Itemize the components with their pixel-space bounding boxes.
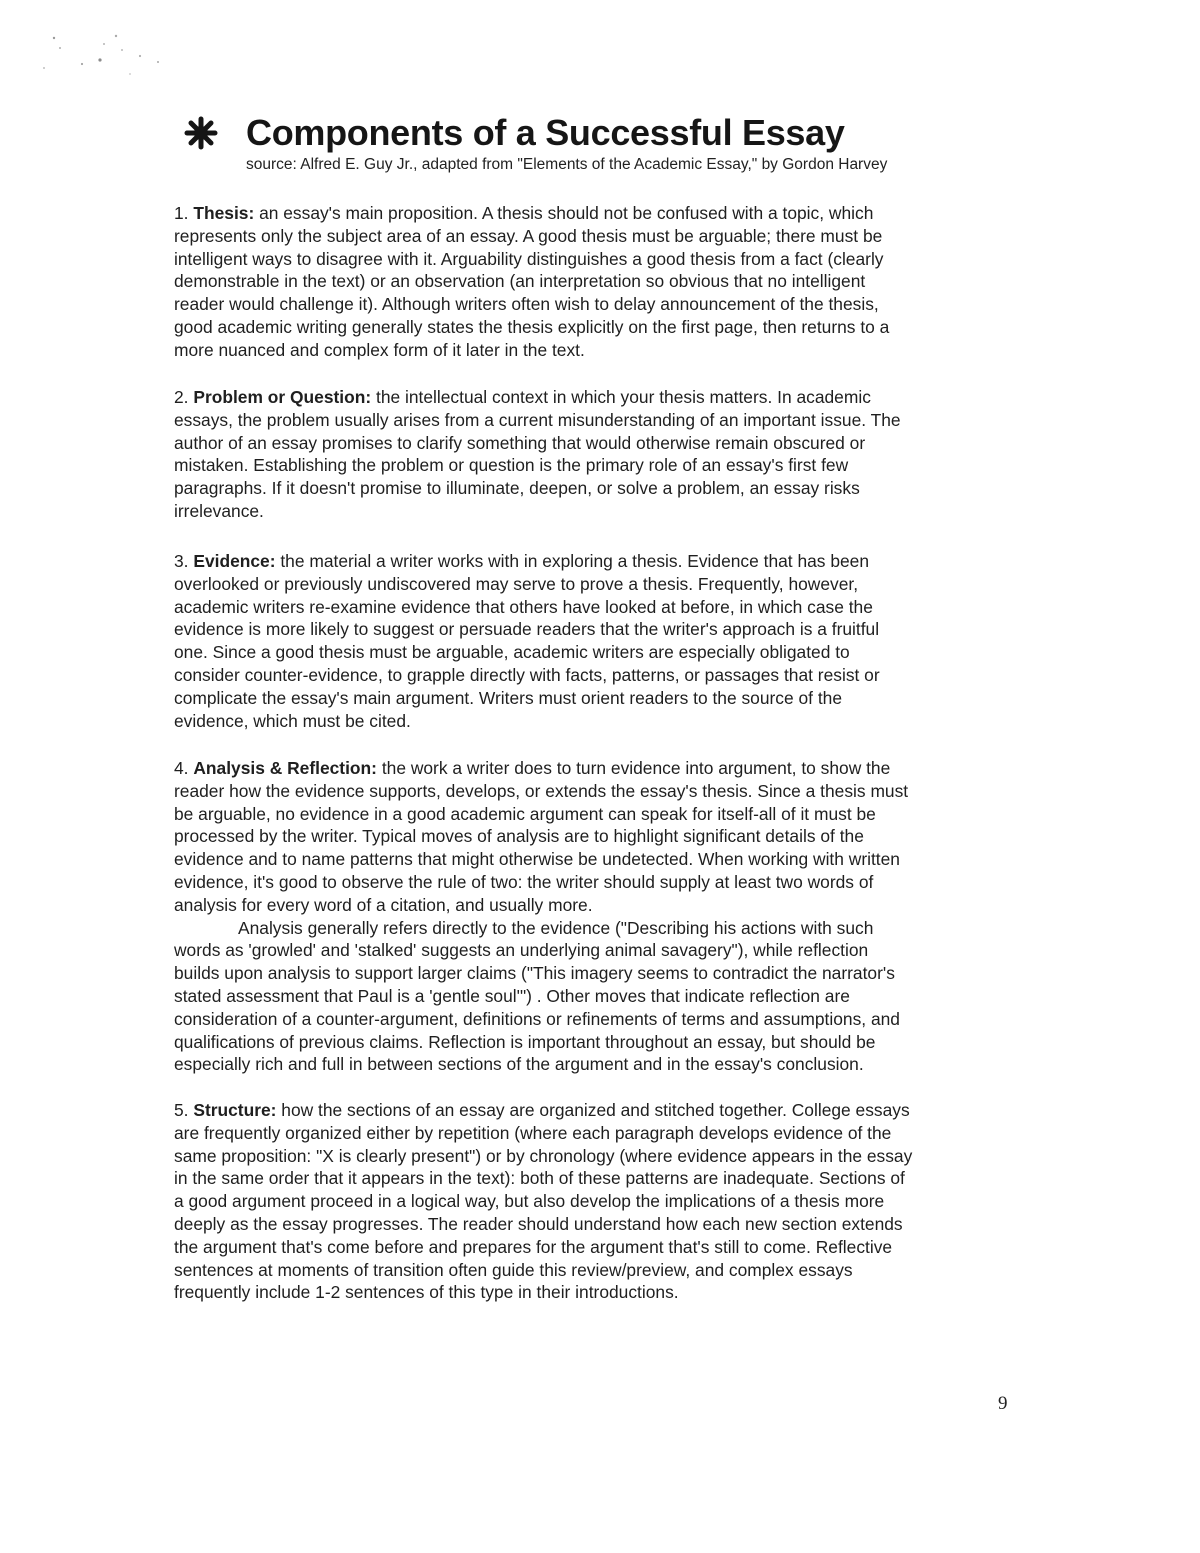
page-title: Components of a Successful Essay	[246, 112, 845, 153]
section-line: how the sections of an essay are organized and stitched together. College essays	[276, 1100, 910, 1120]
section-line: consider counter-evidence, to grapple directly with facts, patterns, or passages that resist or	[174, 664, 880, 685]
section-line: evidence and to name patterns that might otherwise be undetected. When working with written	[174, 849, 900, 870]
section-line: deeply as the essay progresses. The reader should understand how each new section extends	[174, 1213, 903, 1234]
section-line: represents only the subject area of an essay. A good thesis must be arguable; there must be	[174, 225, 883, 246]
section-line: more nuanced and complex form of it later in the text.	[174, 339, 585, 360]
section-line: frequently include 1-2 sentences of this type in their introductions.	[174, 1282, 679, 1303]
section-line: be arguable, no evidence in a good academic argument can speak for itself-all of it must be	[174, 803, 876, 824]
page-number: 9	[998, 1393, 1008, 1414]
section-structure	[174, 1099, 912, 1304]
source-line: source: Alfred E. Guy Jr., adapted from "Elements of the Academic Essay," by Gordon Harvey	[246, 156, 888, 173]
section-line: academic writers re-examine evidence that others have looked at before, in which case the	[174, 596, 873, 617]
continuation-line: builds upon analysis to support larger claims ("This imagery seems to contradict the narrator's	[174, 963, 895, 984]
section-first-line	[174, 1099, 912, 1122]
section-line: evidence is more likely to suggest or persuade readers that the writer's approach is a fruitful	[174, 619, 880, 640]
section-line: in the same order that it appears in the text): both of these patterns are inadequate. Sections of	[174, 1168, 905, 1189]
section-line: one. Since a good thesis must be arguable, academic writers are especially obligated to	[174, 642, 850, 663]
section-line: reader would challenge it). Although writers often wish to delay announcement of the thesis,	[174, 294, 879, 315]
title-row	[184, 112, 1014, 154]
section-line: good academic writing generally states the thesis explicitly on the first page, then returns to a	[174, 316, 890, 337]
continuation-line: Analysis generally refers directly to the evidence ("Describing his actions with such	[238, 917, 874, 938]
continuation-line: words as 'growled' and 'stalked' suggests an underlying animal savagery"), while reflection	[174, 940, 869, 961]
section-line: a good argument proceed in a logical way, but also develop the implications of a thesis more	[174, 1191, 885, 1212]
scan-speckles	[30, 20, 190, 100]
section-term: Thesis:	[193, 203, 255, 223]
section-line: overlooked or previously undiscovered may serve to prove a thesis. Frequently, however,	[174, 573, 859, 594]
section-line: the material a writer works with in exploring a thesis. Evidence that has been	[275, 551, 870, 571]
section-line: demonstrable in the text) or an observation (an interpretation so obvious that no intelligent	[174, 271, 866, 292]
section-line: an essay's main proposition. A thesis should not be confused with a topic, which	[254, 203, 874, 223]
section-first-line	[174, 386, 901, 409]
continuation-line: qualifications of previous claims. Reflection is important throughout an essay, but should be	[174, 1031, 876, 1052]
section-term: Analysis & Reflection:	[193, 758, 377, 778]
section-line: evidence, which must be cited.	[174, 710, 411, 731]
section-thesis	[174, 202, 889, 362]
section-first-line	[174, 757, 908, 780]
section-problem	[174, 386, 901, 523]
continuation-line: stated assessment that Paul is a 'gentle soul'") . Other moves that indicate reflection are	[174, 985, 850, 1006]
continuation-line: consideration of a counter-argument, definitions or refinements of terms and assumptions, and	[174, 1008, 900, 1029]
section-evidence	[174, 550, 880, 732]
section-line: reader how the evidence supports, develops, or extends the essay's thesis. Since a thesis must	[174, 780, 909, 801]
section-line: essays, the problem usually arises from a current misunderstanding of an important issue. The	[174, 409, 901, 430]
section-number: 1.	[174, 203, 189, 223]
section-line: author of an essay promises to clarify something that would otherwise remain obscured or	[174, 432, 866, 453]
title-block	[184, 112, 1014, 174]
section-number: 2.	[174, 387, 189, 407]
asterisk-icon	[184, 116, 218, 150]
continuation-line: especially rich and full in between sections of the argument and in the essay's conclusion.	[174, 1054, 864, 1075]
section-first-line	[174, 202, 889, 225]
section-line: analysis for every word of a citation, and usually more.	[174, 894, 593, 915]
section-line: intelligent ways to disagree with it. Arguability distinguishes a good thesis from a fact (clearly	[174, 248, 884, 269]
section-line: irrelevance.	[174, 500, 264, 521]
section-term: Problem or Question:	[193, 387, 372, 407]
section-line: evidence, it's good to observe the rule of two: the writer should supply at least two words of	[174, 871, 874, 892]
section-line: same proposition: "X is clearly present") or by chronology (where evidence appears in the essay	[174, 1145, 913, 1166]
section-number: 4.	[174, 758, 189, 778]
section-line: mistaken. Establishing the problem or question is the primary role of an essay's first few	[174, 455, 849, 476]
section-number: 5.	[174, 1100, 189, 1120]
section-line: the argument that's come before and prepares for the argument that's still to come. Reflective	[174, 1236, 893, 1257]
section-number: 3.	[174, 551, 189, 571]
section-line: sentences at moments of transition often guide this review/preview, and complex essays	[174, 1259, 853, 1280]
section-line: the intellectual context in which your thesis matters. In academic	[371, 387, 871, 407]
section-term: Evidence:	[193, 551, 276, 571]
section-line: complicate the essay's main argument. Writers must orient readers to the source of the	[174, 687, 843, 708]
section-term: Structure:	[193, 1100, 277, 1120]
section-line: are frequently organized either by repetition (where each paragraph develops evidence of the	[174, 1122, 892, 1143]
section-line: paragraphs. If it doesn't promise to illuminate, deepen, or solve a problem, an essay risks	[174, 478, 860, 499]
section-analysis	[174, 757, 908, 1076]
section-first-line	[174, 550, 880, 573]
section-line: processed by the writer. Typical moves of analysis are to highlight significant details of the	[174, 826, 864, 847]
section-line: the work a writer does to turn evidence into argument, to show the	[376, 758, 891, 778]
